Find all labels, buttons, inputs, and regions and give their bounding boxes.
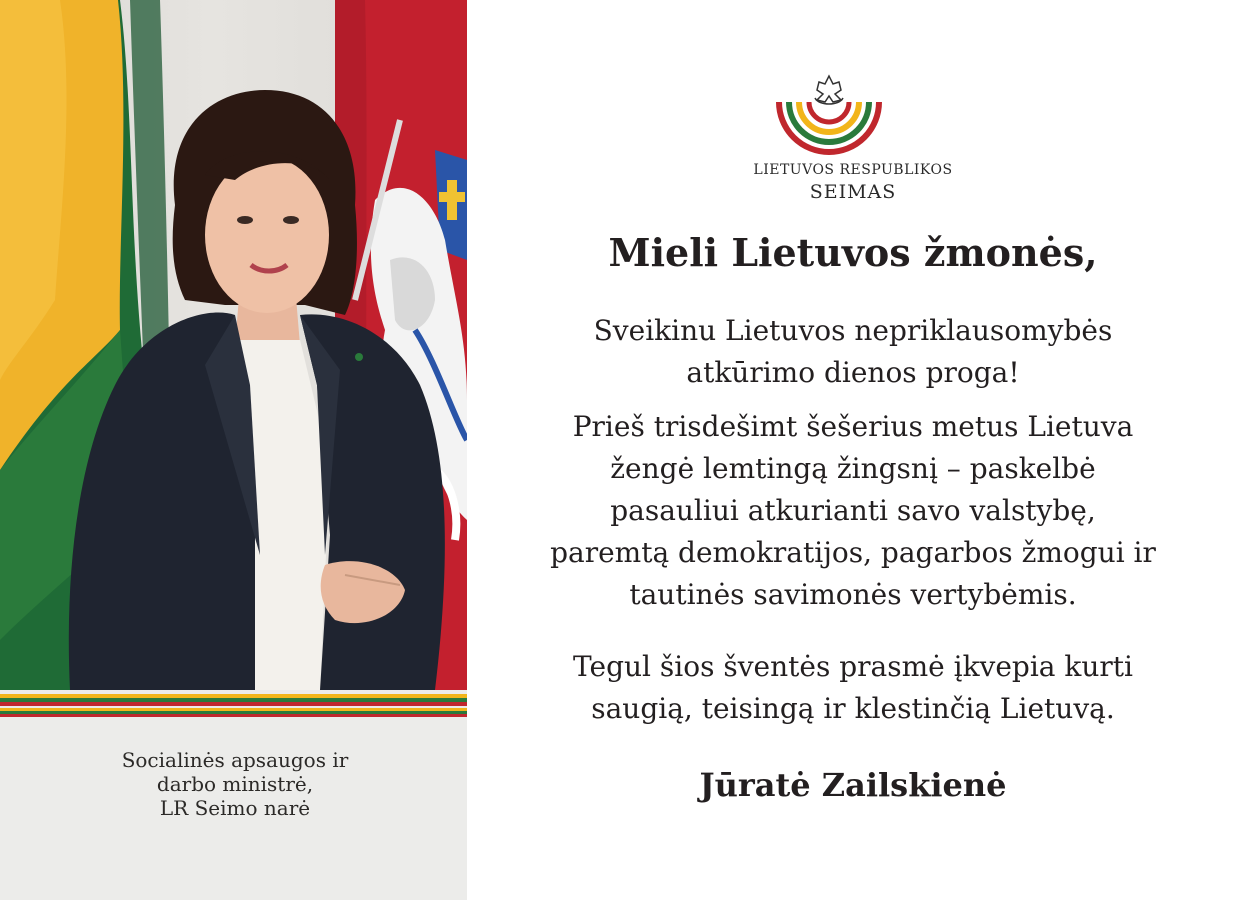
text-line: Sveikinu Lietuvos nepriklausomybės (593, 314, 1113, 347)
text-line: žengė lemtingą žingsnį – paskelbė (610, 452, 1096, 485)
tricolor-stripes (0, 690, 467, 722)
greeting-panel (467, 0, 1239, 900)
minister-portrait (55, 85, 455, 690)
caption-line: darbo ministrė, (156, 772, 314, 796)
caption-line: Socialinės apsaugos ir (121, 748, 349, 772)
paragraph-wish (467, 646, 1239, 730)
text-line: Tegul šios šventės prasmė įkvepia kurti (573, 650, 1133, 683)
stripe-red-thin (0, 714, 467, 717)
logo-text-bottom: SEIMAS (809, 181, 897, 203)
caption-line: LR Seimo narė (159, 796, 311, 820)
stripe-red (0, 702, 467, 706)
seimas-logo-icon (767, 72, 891, 156)
portrait-photo (0, 0, 467, 690)
greeting-heading: Mieli Lietuvos žmonės, (608, 230, 1098, 275)
text-line: atkūrimo dienos proga! (686, 356, 1020, 389)
text-line: tautinės savimonės vertybėmis. (629, 578, 1077, 611)
text-line: Prieš trisdešimt šešerius metus Lietuva (572, 410, 1134, 443)
text-line: saugią, teisingą ir klestinčią Lietuvą. (591, 692, 1115, 725)
signature-name: Jūratė Zailskienė (699, 766, 1007, 804)
text-line: pasauliui atkurianti savo valstybę, (610, 494, 1096, 527)
position-caption (60, 748, 410, 820)
logo-text-top: LIETUVOS RESPUBLIKOS (753, 162, 953, 178)
photo-panel (0, 0, 467, 900)
paragraph-history (467, 406, 1239, 616)
paragraph-congratulation (467, 310, 1239, 394)
text-line: paremtą demokratijos, pagarbos žmogui ir (550, 536, 1156, 569)
